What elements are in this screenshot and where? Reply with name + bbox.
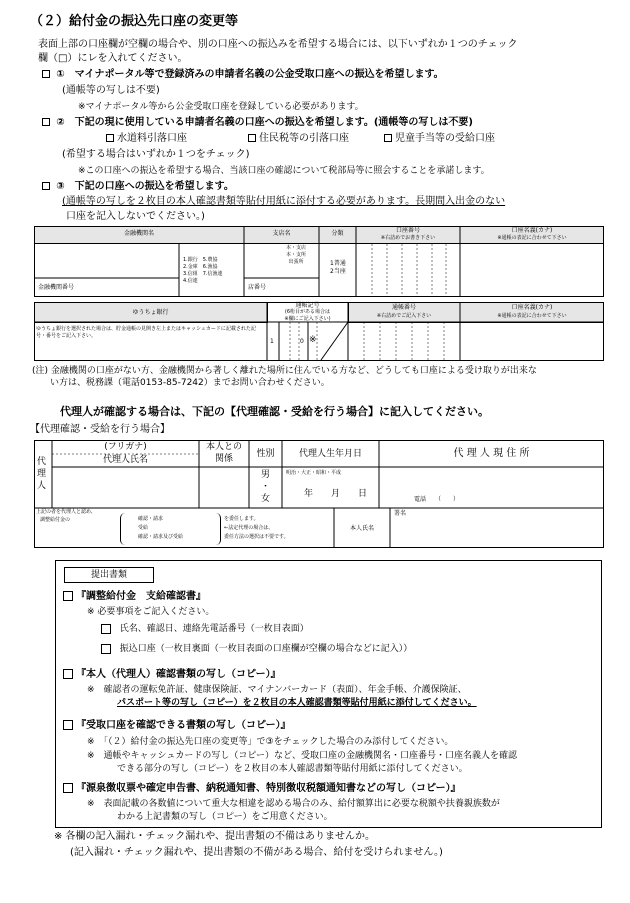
header-bank-name: 金融機関名 [123, 230, 154, 237]
account-type-options: 1普通 2当座 [330, 260, 346, 275]
doc-1-b[interactable]: 振込口座（一枚目裏面（一枚目表面の口座欄が空欄の場合などに記入）） [101, 643, 412, 655]
doc-1[interactable]: 『調整給付金 支給確認書』 [63, 590, 206, 604]
agent-section-title: 【代理確認・受給を行う場合】 [30, 424, 170, 435]
option-2-note: (希望する場合はいずれか１つをチェック) [62, 149, 250, 160]
header-yucho-holder-note: ※通帳の表記に合わせて下さい [497, 313, 567, 319]
agent-name-label: 代理人氏名 [102, 455, 148, 465]
header-account-holder: 口座名義(カナ) [511, 227, 553, 234]
choice-water[interactable]: 水道料引落口座 [106, 132, 187, 146]
checkbox-icon[interactable] [63, 591, 73, 601]
checkbox-icon[interactable] [248, 134, 256, 142]
intro-line-2: 欄（□）にレを入れてください。 [38, 53, 188, 64]
option-3-note-2: 口座を記入しないでください。) [66, 211, 205, 222]
checkbox-icon[interactable] [101, 644, 111, 654]
yucho-note: ゆうちょ銀行を選択された場合は、貯金通帳の見開き左上またはキャッシュカードに記載された記号・番号をご記入下さい。 [36, 326, 256, 339]
agent-table [34, 440, 604, 548]
header-account-number: 口座番号 [395, 227, 420, 234]
option-3[interactable]: ③ 下記の口座への振込を希望します。 [42, 180, 234, 194]
checkbox-icon[interactable] [42, 118, 50, 126]
header-branch: 支店名 [272, 230, 291, 237]
agent-notice: 代理人が確認する場合は、下記の【代理確認・受給を行う場合】に記入してください。 [60, 405, 489, 418]
contact-note: (注) 金融機関の口座がない方、金融機関から著しく離れた場所に住んでいる方など、どうしても口座による受け取りが出来な い方は、税務課（電話0153-85-7242）までお問い合わせください。 [32, 366, 537, 388]
doc-4-note-1: ※ 表面記載の各数値について重大な相違を認める場合のみ、給付額算出に必要な税額や扶養親族数が [87, 799, 500, 809]
agent-side-label: 代 理 人 [37, 457, 47, 491]
bank-code-label: 金融機関番号 [38, 284, 75, 291]
header-holder-note: ※通帳の表記に合わせて下さい [497, 235, 567, 241]
choice-child-allowance[interactable]: 児童手当等の受給口座 [384, 132, 495, 146]
header-passbook-number: 通帳番号 [391, 304, 416, 311]
option-3-note: (通帳等の写しを２枚目の本人確認書類等貼付用紙に添付する必要があります。長期間入出金のない [62, 196, 506, 207]
footer-check-note: ※ 各欄の記入漏れ・チェック漏れや、提出書類の不備はありませんか。 [54, 831, 376, 842]
intro-line-1: 表面上部の口座欄が空欄の場合や、別の口座への振込みを希望する場合には、以下いずれか１つのチェック [38, 39, 518, 50]
doc-3[interactable]: 『受取口座を確認できる書類の写し（コピー）』 [63, 719, 291, 733]
header-number-note: ※右詰めでご記入下さい [376, 313, 432, 319]
checkbox-icon[interactable] [42, 182, 50, 190]
bank-table-grid [34, 226, 604, 362]
delegate-note: を委任します。 ←法定代理の場合は、 委任方法の選択は不要です。 [224, 516, 289, 540]
checkbox-icon[interactable] [384, 134, 392, 142]
signature-label: 署名 [394, 510, 407, 517]
passbook-asterisk: ※ [309, 335, 317, 345]
header-passbook-symbol: 通帳記号 [295, 302, 320, 309]
doc-2[interactable]: 『本人（代理人）確認書類の写し（コピー）』 [63, 668, 281, 682]
header-type: 分類 [331, 230, 344, 237]
doc-1-a[interactable]: 氏名、確認日、連絡先電話番号（一枚目表面） [101, 623, 309, 635]
doc-4-note-2: わかる上記書類の写し（コピー）をご用意ください。 [117, 812, 333, 822]
yucho-bank-label: ゆうちょ銀行 [132, 309, 169, 316]
doc-3-note-2: ※ 通帳やキャッシュカードの写し（コピー）など、受取口座の金融機関名・口座番号・口座名義人を確認 [87, 751, 518, 761]
passbook-prefix-0: 0 [300, 338, 304, 345]
doc-4[interactable]: 『源泉徴収票や確定申告書、納税通知書、特別徴収税額通知書などの写し（コピー）』 [63, 782, 461, 796]
branch-type-options: 本・支店 本・支所 出張所 [286, 245, 307, 265]
option-2-consent: ※この口座への振込を希望する場合、当該口座の確認について税部局等に照会することを承諾します。 [78, 166, 490, 176]
furigana-label: (フリガナ) [104, 442, 147, 452]
doc-1-note: ※ 必要事項をご記入ください。 [87, 607, 215, 617]
doc-3-note-3: できる部分の写し（コピー）を２枚目の本人確認書類等貼付用紙に添付してください。 [117, 764, 468, 774]
delegate-subject: 調整給付金の [40, 517, 71, 523]
bank-account-table [34, 226, 604, 362]
documents-title: 提出書類 [64, 567, 154, 583]
address-label: 代 理 人 現 住 所 [453, 448, 530, 459]
birth-ymd: 年 月 日 [304, 489, 368, 499]
checkbox-icon[interactable] [63, 783, 73, 793]
bank-type-options: 1.銀行 5.農協 2.金庫 6.漁協 3.信組 7.信漁連 4.信連 [183, 257, 223, 284]
doc-2-note-2: パスポート等の写し（コピー）を２枚目の本人確認書類等貼付用紙に添付してください。 [117, 698, 477, 708]
checkbox-icon[interactable] [63, 669, 73, 679]
sex-options[interactable]: 男 ・ 女 [260, 470, 270, 504]
option-1-requirement: ※マイナポータル等から公金受取口座を登録している必要があります。 [78, 102, 364, 112]
option-1[interactable]: ① マイナポータル等で登録済みの申請者名義の公金受取口座への振込を希望します。 [42, 68, 444, 82]
option-1-note: (通帳等の写しは不要) [62, 85, 160, 96]
bracket-right [216, 513, 221, 545]
principal-name-label: 本人氏名 [349, 525, 374, 532]
relation-label: 本人との 関係 [205, 442, 242, 464]
bracket-left [120, 513, 125, 545]
checkbox-icon[interactable] [63, 720, 73, 730]
delegate-options[interactable]: 確認・請求 受給 確認・請求及び受給 [138, 516, 184, 540]
option-2[interactable]: ② 下記の現に使用している申請者名義の口座への振込を希望します。(通帳等の写しは不要) [42, 116, 473, 130]
sex-label: 性別 [256, 449, 275, 459]
checkbox-icon[interactable] [101, 624, 111, 634]
doc-2-note-1: ※ 確認者の運転免許証、健康保険証、マイナンバーカード（表面）、年金手帳、介護保険証、 [87, 685, 467, 695]
birth-date-label: 代理人生年月日 [298, 449, 362, 459]
passbook-prefix-1: 1 [270, 338, 274, 345]
header-yucho-holder: 口座名義(カナ) [511, 304, 553, 311]
header-account-note: ※右詰めでお書き下さい [380, 235, 436, 241]
checkbox-icon[interactable] [106, 134, 114, 142]
phone-label: 電話 （ ） [414, 496, 460, 503]
branch-code-label: 店番号 [248, 284, 267, 291]
delegate-intro: 上記の者を代理人と認め、 [36, 509, 96, 515]
checkbox-icon[interactable] [42, 70, 50, 78]
choice-resident-tax[interactable]: 住民税等の引落口座 [248, 132, 349, 146]
section-title: （２）給付金の振込先口座の変更等 [30, 14, 239, 29]
era-options[interactable]: 明治・大正・昭和・平成 [286, 470, 342, 476]
doc-3-note-1: ※ 「（２）給付金の振込先口座の変更等」で③をチェックした場合のみ添付してください。 [87, 737, 454, 747]
footer-warning: (記入漏れ・チェック漏れや、提出書類の不備がある場合、給付を受けられません。) [70, 847, 443, 858]
header-passbook-note: (6桁目がある場合は ※欄にご記入下さい) [284, 309, 331, 322]
